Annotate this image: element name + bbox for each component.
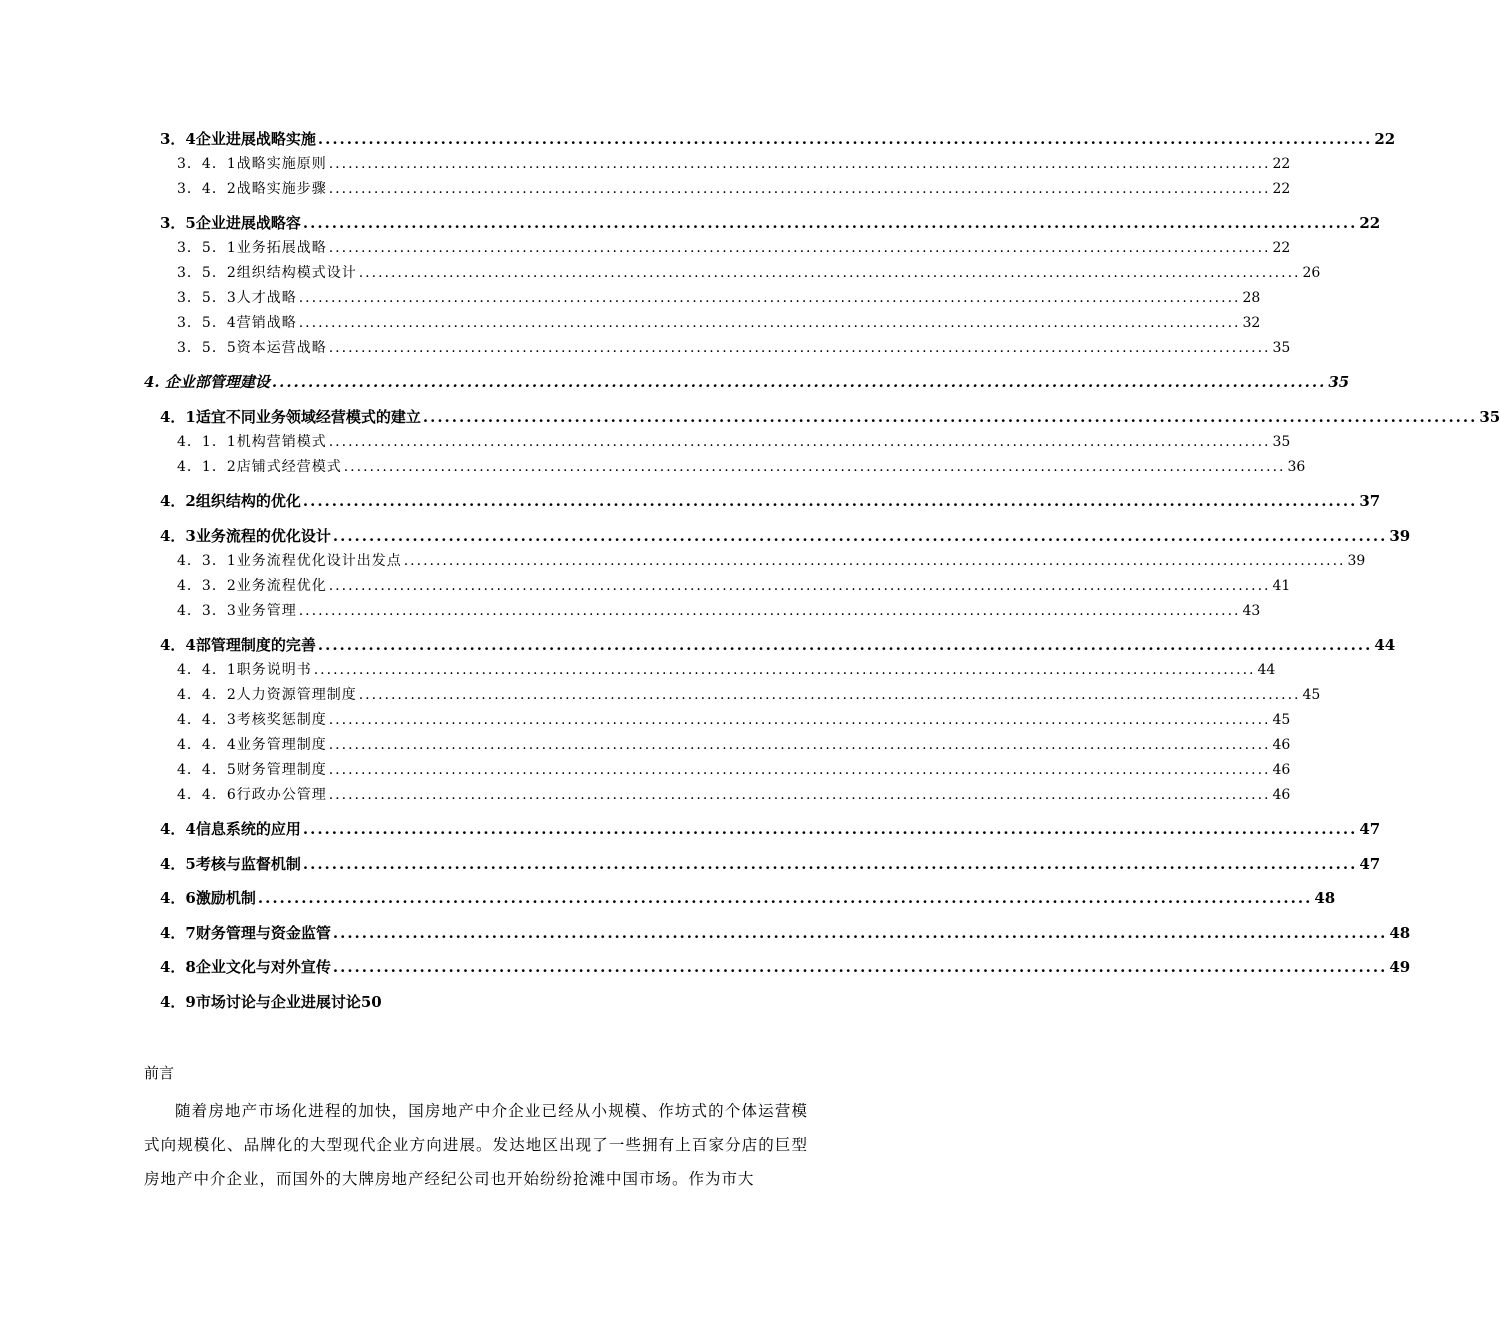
toc-page-number: 26 (1302, 265, 1321, 281)
dot-leader: .................................................................................................................................................. (302, 492, 1358, 510)
toc-entry-3-4-1[interactable] (177, 153, 1291, 173)
toc-entry-4-4-4[interactable] (177, 734, 1291, 754)
toc-entry-label: 3．5．2组织结构模式设计 (177, 265, 357, 281)
toc-entry-label: 3．4．1战略实施原则 (177, 156, 327, 172)
toc-page-number: 41 (1272, 578, 1291, 594)
toc-entry-4-7[interactable] (160, 922, 1411, 943)
toc-entry-3-4[interactable] (160, 128, 1396, 149)
dot-leader: .................................................................................................................................................. (328, 240, 1271, 256)
dot-leader: .................................................................................................................................................. (317, 636, 1373, 654)
toc-entry-label: 4．3．3业务管理 (177, 603, 297, 619)
toc-entry-4[interactable] (144, 371, 1350, 392)
dot-leader: .................................................................................................................................................. (328, 156, 1271, 172)
toc-page-number: 22 (1272, 181, 1291, 197)
toc-page-number: 37 (1359, 492, 1381, 510)
toc-entry-4-3-2[interactable] (177, 575, 1291, 595)
toc-entry-label: 4．4．3考核奖惩制度 (177, 712, 327, 728)
toc-entry-4-5[interactable] (160, 853, 1381, 874)
toc-entry-label: 4．2组织结构的优化 (160, 492, 301, 510)
toc-entry-4-4-6[interactable] (177, 784, 1291, 804)
toc-page-number: 47 (1359, 820, 1381, 838)
toc-entry-4-1[interactable] (160, 406, 1500, 427)
dot-leader: .................................................................................................................................................. (328, 712, 1271, 728)
toc-entry-label: 4．1适宜不同业务领域经营模式的建立 (160, 408, 421, 426)
toc-entry-3-5-3[interactable] (177, 287, 1261, 307)
toc-page-number: 35 (1272, 340, 1291, 356)
toc-entry-label: 3．5．1业务拓展战略 (177, 240, 327, 256)
toc-page-number: 44 (1257, 662, 1276, 678)
toc-page-number: 46 (1272, 787, 1291, 803)
toc-entry-3-5[interactable] (160, 212, 1381, 233)
dot-leader: .................................................................................................................................................. (302, 855, 1358, 873)
toc-entry-label: 3．4企业进展战略实施 (160, 130, 316, 148)
toc-entry-4-3[interactable] (160, 525, 1411, 546)
dot-leader: .................................................................................................................................................. (257, 889, 1313, 907)
toc-entry-label: 4．4．6行政办公管理 (177, 787, 327, 803)
toc-entry-label: 4．1．1机构营销模式 (177, 434, 327, 450)
toc-page-number: 35 (1328, 373, 1350, 391)
dot-leader: .................................................................................................................................................. (422, 408, 1478, 426)
dot-leader: .................................................................................................................................................. (332, 958, 1388, 976)
toc-page-number: 36 (1287, 459, 1306, 475)
toc-page-number: 22 (1272, 240, 1291, 256)
dot-leader: .................................................................................................................................................. (328, 737, 1271, 753)
dot-leader: .................................................................................................................................................. (298, 315, 1241, 331)
dot-leader: .................................................................................................................................................. (343, 459, 1286, 475)
toc-entry-3-5-1[interactable] (177, 237, 1291, 257)
dot-leader: .................................................................................................................................................. (302, 214, 1358, 232)
toc-entry-4-9[interactable] (160, 991, 382, 1012)
dot-leader: .................................................................................................................................................. (328, 340, 1271, 356)
toc-page-number: 49 (1389, 958, 1411, 976)
toc-entry-label: 4. 企业部管理建设 (144, 373, 270, 391)
toc-page-number: 44 (1374, 636, 1396, 654)
dot-leader: .................................................................................................................................................. (328, 434, 1271, 450)
toc-entry-label: 4．9市场讨论与企业进展讨论50 (160, 993, 382, 1011)
toc-entry-4-3-3[interactable] (177, 600, 1261, 620)
toc-entry-label: 4．4．5财务管理制度 (177, 762, 327, 778)
toc-entry-label: 4．4．2人力资源管理制度 (177, 687, 357, 703)
toc-page-number: 35 (1479, 408, 1500, 426)
toc-entry-4-4-2[interactable] (177, 684, 1321, 704)
toc-page-number: 39 (1389, 527, 1411, 545)
toc-entry-label: 4．4．1职务说明书 (177, 662, 312, 678)
toc-page-number: 46 (1272, 762, 1291, 778)
toc-entry-4-1-1[interactable] (177, 431, 1291, 451)
toc-entry-label: 3．5．5资本运营战略 (177, 340, 327, 356)
toc-entry-label: 3．5．4营销战略 (177, 315, 297, 331)
dot-leader: .................................................................................................................................................. (298, 603, 1241, 619)
dot-leader: .................................................................................................................................................. (332, 527, 1388, 545)
toc-entry-4-2[interactable] (160, 490, 1381, 511)
toc-page-number: 47 (1359, 855, 1381, 873)
toc-entry-4-6[interactable] (160, 887, 1336, 908)
dot-leader: .................................................................................................................................................. (302, 820, 1358, 838)
toc-entry-4-8[interactable] (160, 956, 1411, 977)
toc-entry-label: 3．4．2战略实施步骤 (177, 181, 327, 197)
toc-page-number: 48 (1389, 924, 1411, 942)
toc-page-number: 22 (1272, 156, 1291, 172)
toc-entry-4-4b[interactable] (160, 818, 1381, 839)
toc-entry-label: 4．1．2店铺式经营模式 (177, 459, 342, 475)
toc-entry-3-5-5[interactable] (177, 337, 1291, 357)
toc-entry-label: 4．7财务管理与资金监管 (160, 924, 331, 942)
toc-entry-label: 4．3．2业务流程优化 (177, 578, 327, 594)
toc-entry-label: 4．4信息系统的应用 (160, 820, 301, 838)
toc-entry-4-4-5[interactable] (177, 759, 1291, 779)
toc-entry-3-5-2[interactable] (177, 262, 1321, 282)
toc-entry-4-4-1[interactable] (177, 659, 1276, 679)
dot-leader: .................................................................................................................................................. (271, 373, 1327, 391)
toc-entry-label: 4．6激励机制 (160, 889, 256, 907)
dot-leader: .................................................................................................................................................. (328, 578, 1271, 594)
toc-page-number: 28 (1242, 290, 1261, 306)
preface-body: 随着房地产市场化进程的加快，国房地产中介企业已经从小规模、作坊式的个体运营模式向规模化、品牌化的大型现代企业方向进展。发达地区出现了一些拥有上百家分店的巨型房地产中介企业，而国外的大牌房地产经纪公司也开始纷纷抢滩中国市场。作为市大 (144, 1102, 808, 1188)
toc-page-number: 45 (1302, 687, 1321, 703)
toc-page-number: 46 (1272, 737, 1291, 753)
toc-page-number: 45 (1272, 712, 1291, 728)
toc-entry-4-3-1[interactable] (177, 550, 1366, 570)
toc-entry-label: 4．8企业文化与对外宣传 (160, 958, 331, 976)
dot-leader: .................................................................................................................................................. (328, 181, 1271, 197)
toc-entry-label: 3．5．3人才战略 (177, 290, 297, 306)
toc-page-number: 22 (1359, 214, 1381, 232)
dot-leader: .................................................................................................................................................. (328, 762, 1271, 778)
toc-entry-label: 4．4．4业务管理制度 (177, 737, 327, 753)
toc-entry-label: 4．3业务流程的优化设计 (160, 527, 331, 545)
dot-leader: .................................................................................................................................................. (328, 787, 1271, 803)
toc-entry-3-5-4[interactable] (177, 312, 1261, 332)
toc-entry-3-4-2[interactable] (177, 178, 1291, 198)
toc-page-number: 32 (1242, 315, 1261, 331)
preface-heading: 前言 (144, 1064, 175, 1082)
toc-entry-label: 4．4部管理制度的完善 (160, 636, 316, 654)
toc-entry-4-1-2[interactable] (177, 456, 1306, 476)
dot-leader: .................................................................................................................................................. (317, 130, 1373, 148)
toc-entry-label: 3．5企业进展战略容 (160, 214, 301, 232)
toc-entry-4-4[interactable] (160, 634, 1396, 655)
toc-page-number: 43 (1242, 603, 1261, 619)
toc-entry-label: 4．5考核与监督机制 (160, 855, 301, 873)
toc-entry-4-4-3[interactable] (177, 709, 1291, 729)
toc-entry-label: 4．3．1业务流程优化设计出发点 (177, 553, 402, 569)
dot-leader: .................................................................................................................................................. (332, 924, 1388, 942)
dot-leader: .................................................................................................................................................. (298, 290, 1241, 306)
dot-leader: .................................................................................................................................................. (403, 553, 1346, 569)
toc-page-number: 48 (1314, 889, 1336, 907)
dot-leader: .................................................................................................................................................. (313, 662, 1256, 678)
toc-page-number: 39 (1347, 553, 1366, 569)
dot-leader: .................................................................................................................................................. (358, 687, 1301, 703)
toc-page-number: 35 (1272, 434, 1291, 450)
toc-page-number: 22 (1374, 130, 1396, 148)
dot-leader: .................................................................................................................................................. (358, 265, 1301, 281)
